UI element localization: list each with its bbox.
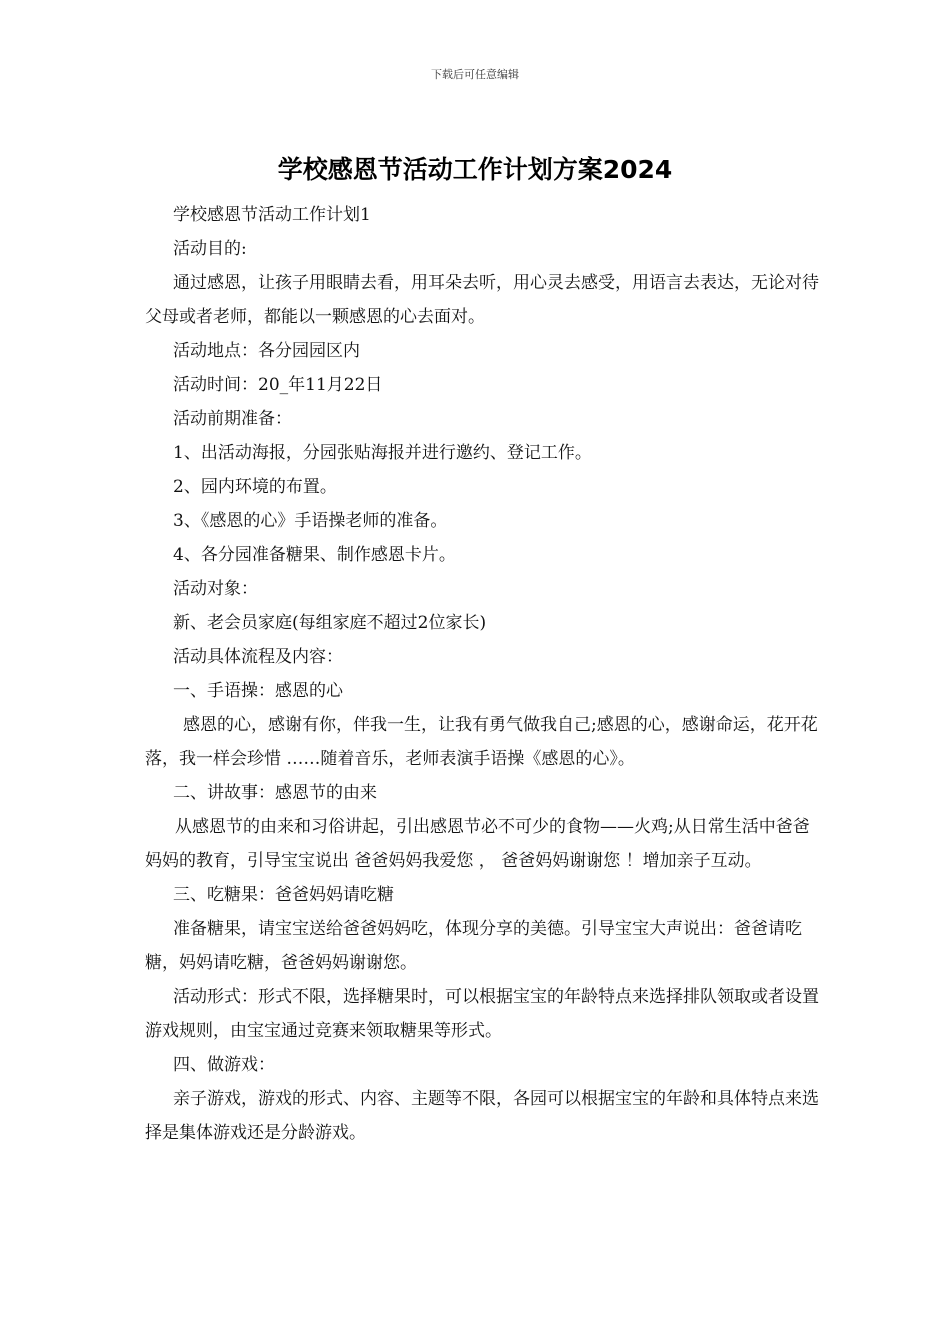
paragraph-subtitle: 学校感恩节活动工作计划1 (173, 205, 371, 225)
paragraph-location: 活动地点：各分园园区内 (173, 341, 360, 361)
paragraph-time: 活动时间：20_年11月22日 (173, 375, 383, 395)
paragraph-preparation-4: 4、各分园准备糖果、制作感恩卡片。 (173, 545, 456, 565)
paragraph-section-2-heading: 二、讲故事：感恩节的由来 (173, 783, 377, 803)
paragraph-section-4: 亲子游戏，游戏的形式、内容、主题等不限，各园可以根据宝宝的年龄和具体特点来选择是集体游戏还是分龄游戏。 (145, 1089, 819, 1143)
paragraph-section-2: 从感恩节的由来和习俗讲起，引出感恩节必不可少的食物——火鸡;从日常生活中爸爸妈妈的教育，引导宝宝说出 爸爸妈妈我爱您 ， 爸爸妈妈谢谢您 ！增加亲子互动。 (145, 817, 810, 871)
paragraph-section-3-heading: 三、吃糖果：爸爸妈妈请吃糖 (173, 885, 394, 905)
paragraph-section-4-heading: 四、做游戏： (173, 1055, 275, 1075)
paragraph-section-1: 感恩的心，感谢有你，伴我一生，让我有勇气做我自己;感恩的心，感谢命运，花开花落，我一样会珍惜 ……随着音乐，老师表演手语操《感恩的心》。 (145, 715, 818, 769)
paragraph-process-heading: 活动具体流程及内容： (173, 647, 343, 667)
paragraph-section-1-heading: 一、手语操：感恩的心 (173, 681, 343, 701)
paragraph-audience-heading: 活动对象： (173, 579, 258, 599)
paragraph-preparation-heading: 活动前期准备： (173, 409, 292, 429)
paragraph-section-3: 准备糖果，请宝宝送给爸爸妈妈吃，体现分享的美德。引导宝宝大声说出：爸爸请吃糖，妈妈请吃糖，爸爸妈妈谢谢您。 (145, 919, 802, 973)
paragraph-purpose-heading: 活动目的: (173, 239, 247, 259)
paragraph-preparation-3: 3、《感恩的心》手语操老师的准备。 (173, 511, 448, 531)
paragraph-preparation-1: 1、出活动海报，分园张贴海报并进行邀约、登记工作。 (173, 443, 592, 463)
paragraph-purpose: 通过感恩，让孩子用眼睛去看，用耳朵去听，用心灵去感受，用语言去表达，无论对待父母或者老师，都能以一颗感恩的心去面对。 (145, 273, 819, 327)
header-note: 下载后可任意编辑 (431, 68, 519, 81)
document-title: 学校感恩节活动工作计划方案2024 (277, 155, 673, 184)
paragraph-activity-form: 活动形式：形式不限，选择糖果时，可以根据宝宝的年龄特点来选择排队领取或者设置游戏规则，由宝宝通过竞赛来领取糖果等形式。 (145, 987, 819, 1041)
paragraph-audience: 新、老会员家庭(每组家庭不超过2位家长) (173, 613, 487, 633)
paragraph-preparation-2: 2、园内环境的布置。 (173, 477, 337, 497)
document-body (145, 198, 825, 1150)
